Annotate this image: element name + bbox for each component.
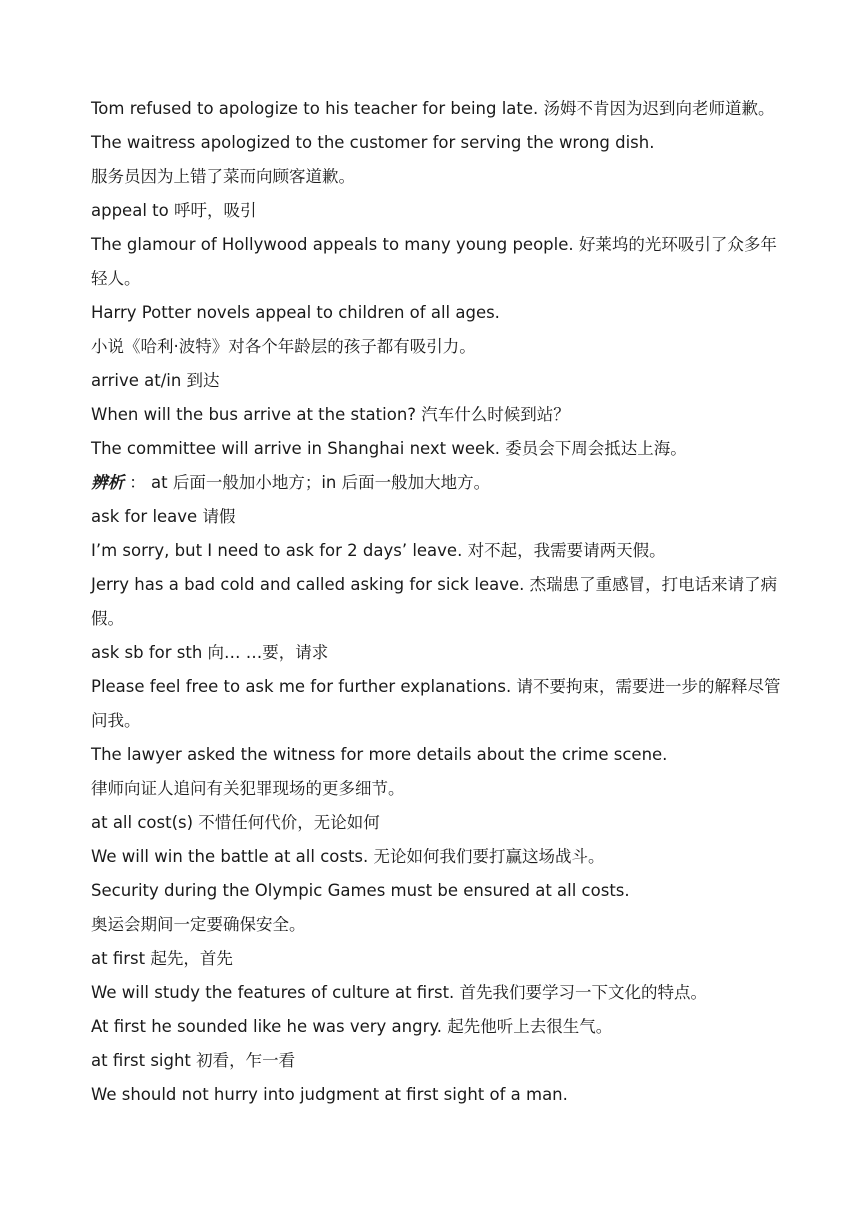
example-sentence: When will the bus arrive at the station? 汽车什么时候到站？ — [91, 405, 570, 424]
phrase-entry: arrive at/in 到达 — [91, 371, 220, 390]
example-translation: 律师向证人追问有关犯罪现场的更多细节。 — [91, 779, 405, 798]
example-sentence: The glamour of Hollywood appeals to many young people. 好莱坞的光环吸引了众多年轻人。 — [91, 235, 777, 288]
phrase-entry: at all cost(s) 不惜任何代价，无论如何 — [91, 813, 380, 832]
document-body — [91, 92, 781, 1112]
example-translation: 小说《哈利·波特》对各个年龄层的孩子都有吸引力。 — [91, 337, 476, 356]
example-sentence: Please feel free to ask me for further explanations. 请不要拘束，需要进一步的解释尽管问我。 — [91, 677, 781, 730]
example-sentence: At first he sounded like he was very angry. 起先他听上去很生气。 — [91, 1017, 613, 1036]
example-sentence: We will study the features of culture at first. 首先我们要学习一下文化的特点。 — [91, 983, 708, 1002]
example-sentence: Security during the Olympic Games must be ensured at all costs. — [91, 881, 630, 900]
example-translation: 服务员因为上错了菜而向顾客道歉。 — [91, 167, 355, 186]
phrase-entry: at first 起先，首先 — [91, 949, 233, 968]
phrase-entry: at first sight 初看，乍一看 — [91, 1051, 296, 1070]
example-sentence: We will win the battle at all costs. 无论如何我们要打赢这场战斗。 — [91, 847, 605, 866]
example-sentence: I’m sorry, but I need to ask for 2 days’ leave. 对不起，我需要请两天假。 — [91, 541, 666, 560]
phrase-entry: appeal to 呼吁，吸引 — [91, 201, 257, 220]
example-sentence: The committee will arrive in Shanghai next week. 委员会下周会抵达上海。 — [91, 439, 687, 458]
analysis-text: ： at 后面一般加小地方；in 后面一般加大地方。 — [129, 473, 491, 492]
example-sentence: The waitress apologized to the customer for serving the wrong dish. — [91, 133, 655, 152]
example-translation: 奥运会期间一定要确保安全。 — [91, 915, 306, 934]
analysis-label: 辨析 — [91, 473, 124, 492]
example-sentence: Harry Potter novels appeal to children of all ages. — [91, 303, 500, 322]
phrase-entry: ask sb for sth 向… …要，请求 — [91, 643, 329, 662]
example-sentence: We should not hurry into judgment at first sight of a man. — [91, 1085, 568, 1104]
analysis-note — [91, 466, 781, 500]
example-sentence: The lawyer asked the witness for more details about the crime scene. — [91, 745, 668, 764]
phrase-entry: ask for leave 请假 — [91, 507, 236, 526]
example-sentence: Tom refused to apologize to his teacher for being late. 汤姆不肯因为迟到向老师道歉。 — [91, 99, 775, 118]
example-sentence: Jerry has a bad cold and called asking for sick leave. 杰瑞患了重感冒，打电话来请了病假。 — [91, 575, 778, 628]
